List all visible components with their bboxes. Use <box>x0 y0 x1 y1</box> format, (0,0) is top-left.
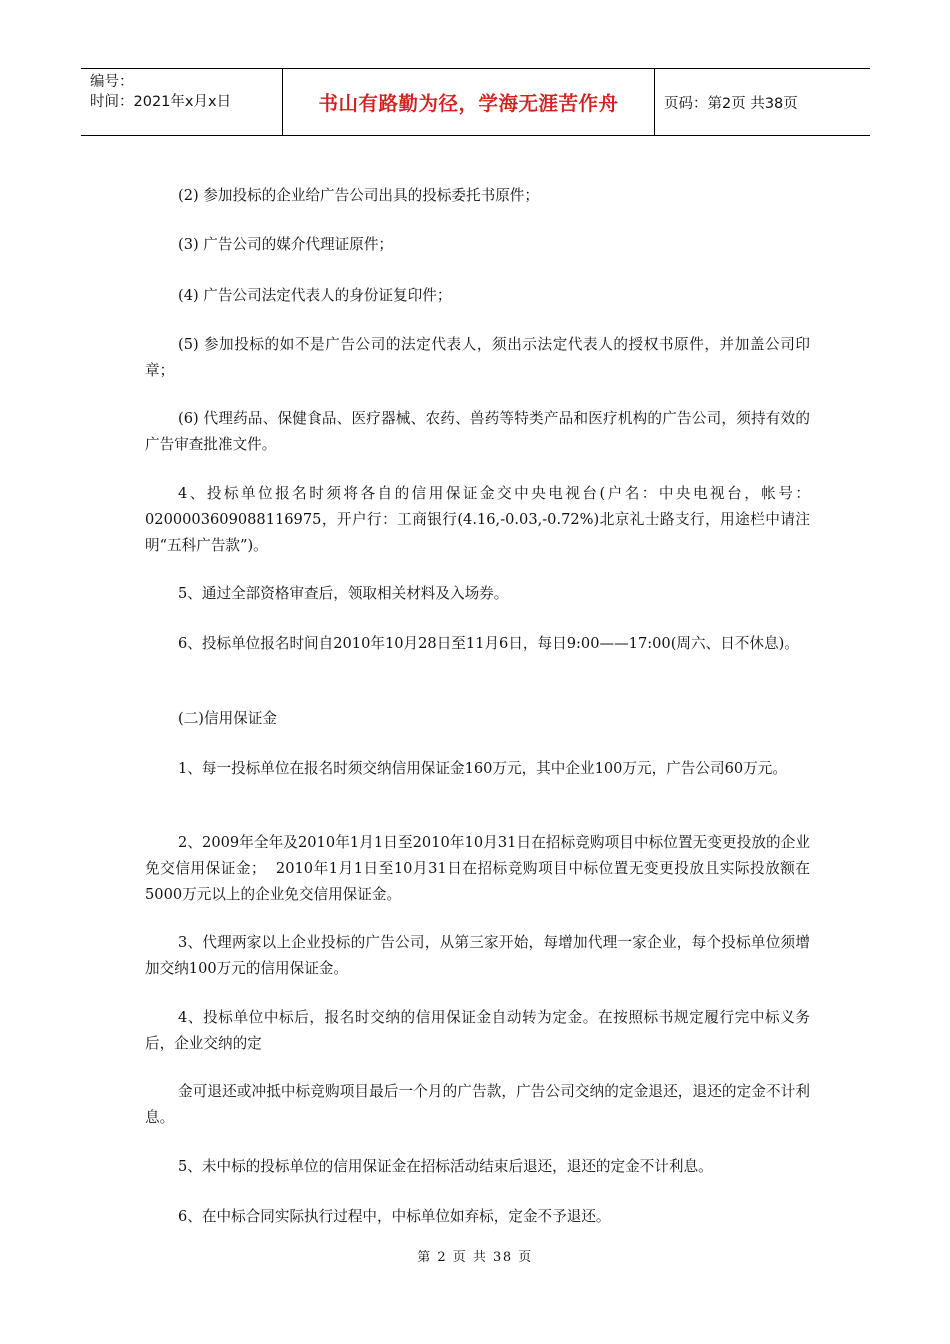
paragraph: (2) 参加投标的企业给广告公司出具的投标委托书原件； <box>178 187 539 204</box>
paragraph: 金可退还或冲抵中标竞购项目最后一个月的广告款，广告公司交纳的定金退还，退还的定金不计利息。 <box>145 1083 810 1126</box>
paragraph: 5、未中标的投标单位的信用保证金在招标活动结束后退还，退还的定金不计利息。 <box>178 1158 713 1175</box>
paragraph: 2、2009年全年及2010年1月1日至2010年10月31日在招标竞购项目中标位置无变更投放的企业免交信用保证金； 2010年1月1日至10月31日在招标竞购项目中标位置无变更投放且实际投放额在5000万元以上的企业免交信用保证金。 <box>145 834 810 903</box>
page-header <box>81 68 870 136</box>
paragraph: (6) 代理药品、保健食品、医疗器械、农药、兽药等特类产品和医疗机构的广告公司，须持有效的广告审查批准文件。 <box>145 410 810 453</box>
paragraph: 5、通过全部资格审查后，领取相关材料及入场券。 <box>178 585 509 602</box>
header-page-info: 页码：第2页 共38页 <box>664 95 798 112</box>
header-meta <box>81 69 282 135</box>
paragraph: 3、代理两家以上企业投标的广告公司，从第三家开始，每增加代理一家企业，每个投标单位须增加交纳100万元的信用保证金。 <box>145 934 810 977</box>
paragraph: (3) 广告公司的媒介代理证原件； <box>178 236 394 253</box>
document-time-label: 时间：2021年x月x日 <box>90 94 232 110</box>
paragraph: (5) 参加投标的如不是广告公司的法定代表人，须出示法定代表人的授权书原件，并加盖公司印章； <box>145 336 810 379</box>
paragraph: 4、投标单位中标后，报名时交纳的信用保证金自动转为定金。在按照标书规定履行完中标义务后，企业交纳的定 <box>145 1009 810 1052</box>
header-motto: 书山有路勤为径，学海无涯苦作舟 <box>282 69 655 135</box>
paragraph: 4、投标单位报名时须将各自的信用保证金交中央电视台(户名：中央电视台，帐号：0200003609088116975，开户行：工商银行(4.16,-0.03,-0.72%)北京礼士路支行，用途栏中请注明“五科广告款”)。 <box>145 485 810 554</box>
document-number-label: 编号： <box>90 74 134 90</box>
paragraph: 6、在中标合同实际执行过程中，中标单位如弃标，定金不予退还。 <box>178 1208 611 1225</box>
paragraph: 6、投标单位报名时间自2010年10月28日至11月6日，每日9:00——17:00(周六、日不休息)。 <box>178 635 799 652</box>
paragraph: 1、每一投标单位在报名时须交纳信用保证金160万元，其中企业100万元，广告公司60万元。 <box>178 760 787 777</box>
page-footer: 第 2 页 共 38 页 <box>417 1250 533 1265</box>
section-heading: (二)信用保证金 <box>178 710 277 727</box>
paragraph: (4) 广告公司法定代表人的身份证复印件； <box>178 287 452 304</box>
